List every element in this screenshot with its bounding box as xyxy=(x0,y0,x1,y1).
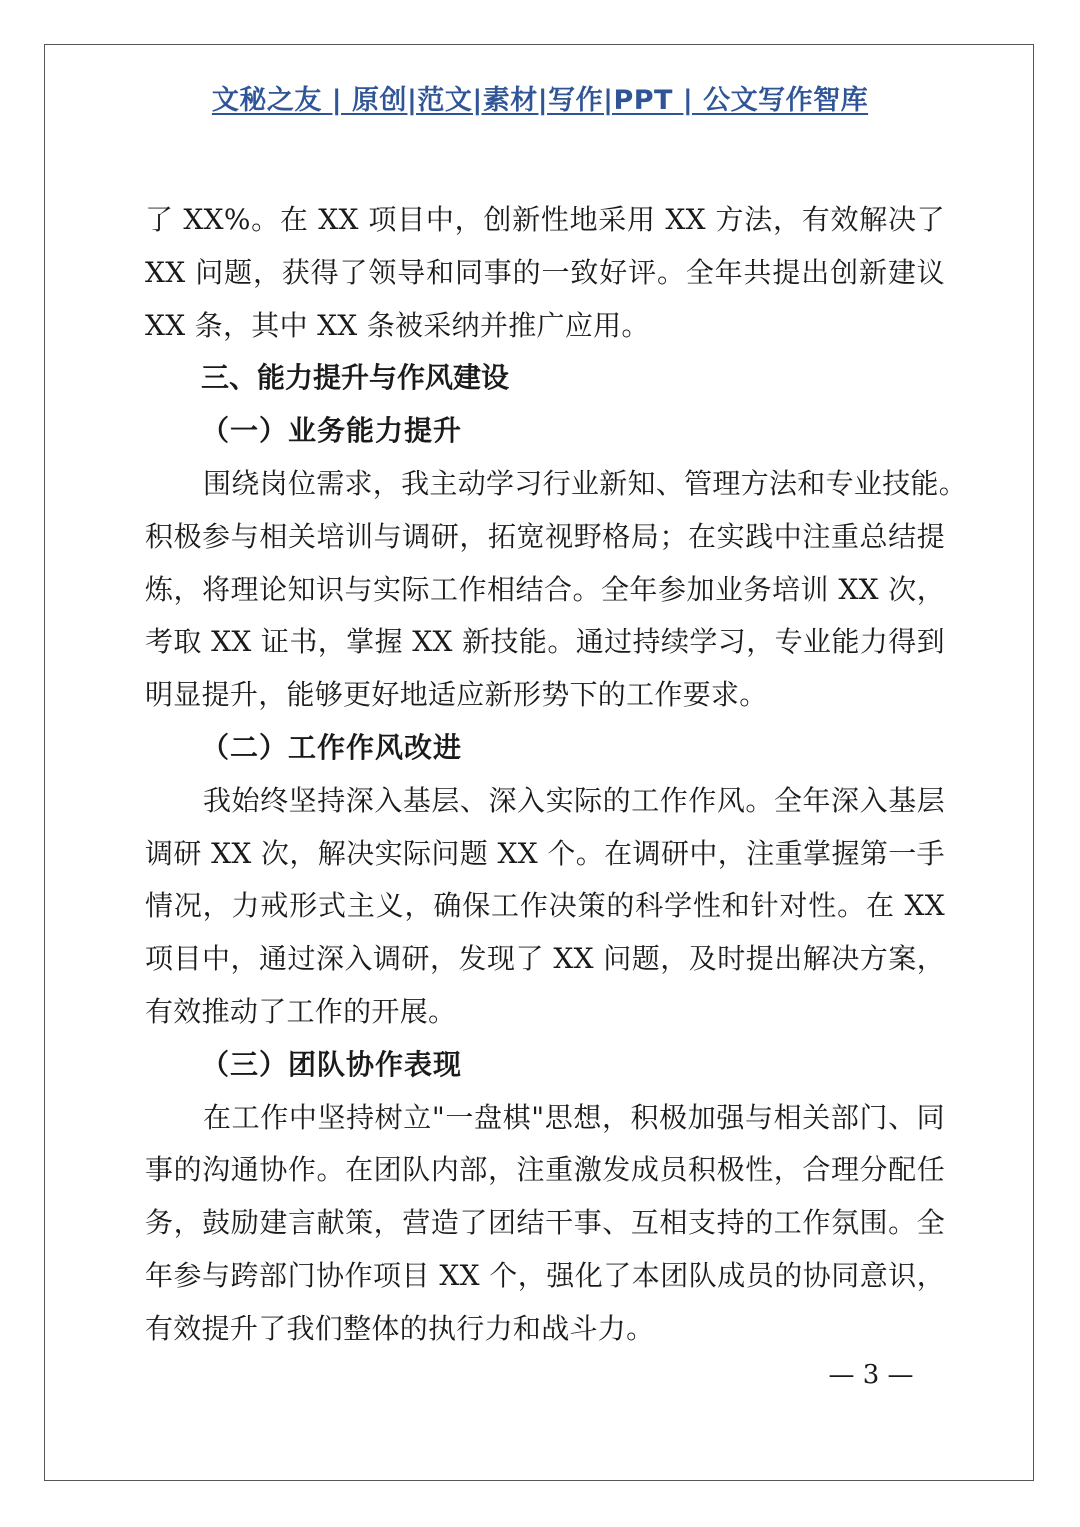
paragraph-line: 明显提升，能够更好地适应新形势下的工作要求。 xyxy=(145,678,768,712)
paragraph-line: 年参与跨部门协作项目 XX 个，强化了本团队成员的协同意识， xyxy=(145,1258,945,1292)
paragraph-line: 有效提升了我们整体的执行力和战斗力。 xyxy=(145,1311,655,1345)
subsection-heading: （一）业务能力提升 xyxy=(201,414,463,448)
paragraph-line: 调研 XX 次，解决实际问题 XX 个。在调研中，注重掌握第一手 xyxy=(145,836,945,870)
paragraph-line: 有效推动了工作的开展。 xyxy=(145,994,457,1028)
paragraph-line: 项目中，通过深入调研，发现了 XX 问题，及时提出解决方案， xyxy=(145,942,945,976)
paragraph-line: 事的沟通协作。在团队内部，注重激发成员积极性，合理分配任 xyxy=(145,1153,945,1187)
paragraph-line: 在工作中坚持树立"一盘棋"思想，积极加强与相关部门、同 xyxy=(203,1100,945,1134)
paragraph-line: 情况，力戒形式主义，确保工作决策的科学性和针对性。在 XX xyxy=(145,889,945,923)
subsection-heading: （二）工作作风改进 xyxy=(201,730,463,764)
paragraph-line: 围绕岗位需求，我主动学习行业新知、管理方法和专业技能。 xyxy=(203,466,968,500)
header-link[interactable]: 文秘之友 | 原创|范文|素材|写作|PPT | 公文写作智库 xyxy=(211,85,869,116)
section-heading: 三、能力提升与作风建设 xyxy=(201,361,510,395)
paragraph-line: 了 XX%。在 XX 项目中，创新性地采用 XX 方法，有效解决了 xyxy=(145,203,945,236)
paragraph-line: 我始终坚持深入基层、深入实际的工作作风。全年深入基层 xyxy=(203,783,945,817)
paragraph-line: XX 条，其中 XX 条被采纳并推广应用。 xyxy=(145,308,650,342)
paragraph-line: 务，鼓励建言献策，营造了团结干事、互相支持的工作氛围。全 xyxy=(145,1206,945,1240)
paragraph-line: 考取 XX 证书，掌握 XX 新技能。通过持续学习，专业能力得到 xyxy=(145,625,945,659)
paragraph-line: 炼，将理论知识与实际工作相结合。全年参加业务培训 XX 次， xyxy=(145,572,945,606)
page-number: — 3 — xyxy=(828,1360,914,1390)
paragraph-line: 积极参与相关培训与调研，拓宽视野格局；在实践中注重总结提 xyxy=(145,519,945,553)
paragraph-line: XX 问题，获得了领导和同事的一致好评。全年共提出创新建议 xyxy=(145,255,945,289)
subsection-heading: （三）团队协作表现 xyxy=(201,1047,463,1081)
document-body xyxy=(145,194,968,1356)
